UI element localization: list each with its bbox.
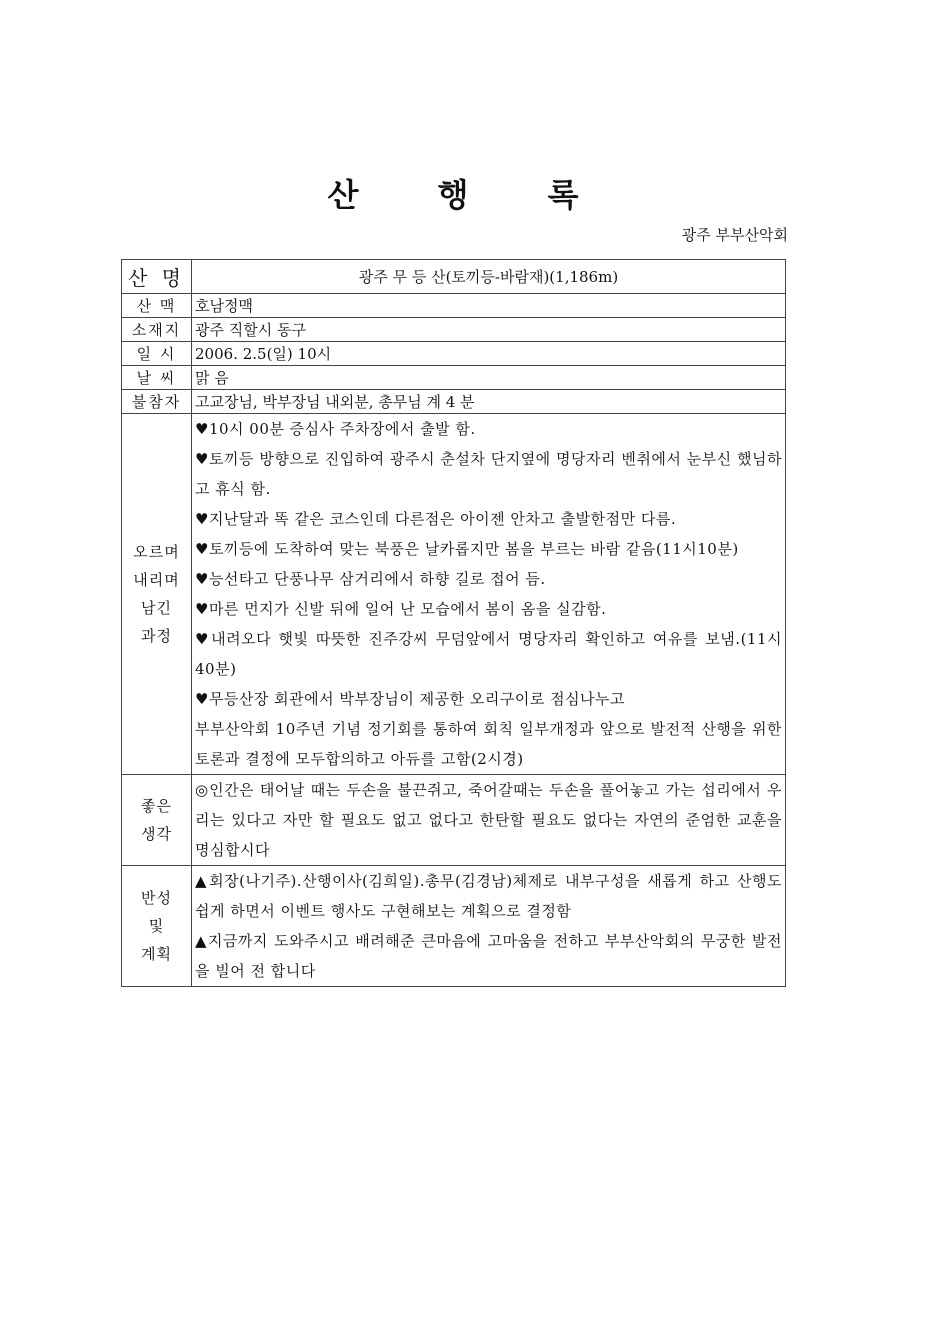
process-item: ♥무등산장 회관에서 박부장님이 제공한 오리구이로 점심나누고 [195, 690, 626, 708]
row-process [122, 414, 786, 775]
label-location: 소재지 [122, 318, 192, 342]
label-thoughts: 좋은 생각 [122, 775, 192, 866]
label-range: 산 맥 [122, 294, 192, 318]
label-reflection: 반성 및 계획 [122, 866, 192, 987]
organization-name: 광주 부부산악회 [681, 226, 788, 244]
row-date [122, 342, 786, 366]
value-mountain: 광주 무 등 산(토끼등-바람재)(1,186m) [192, 260, 786, 294]
process-item: ♥10시 00분 증심사 주차장에서 출발 함. [195, 420, 476, 438]
value-range: 호남정맥 [192, 294, 786, 318]
document-title: 산 행 록 [327, 176, 613, 214]
row-range [122, 294, 786, 318]
reflection-item: ▲지금까지 도와주시고 배려해준 큰마음에 고마움을 전하고 부부산악회의 무궁한 발전을 빌어 전 합니다 [195, 932, 782, 980]
row-location [122, 318, 786, 342]
value-thoughts: ◎인간은 태어날 때는 두손을 불끈쥐고, 죽어갈때는 두손을 풀어놓고 가는 섭리에서 우리는 있다고 자만 할 필요도 없고 없다고 한탄할 필요도 없다는 자연의 준엄한 교훈을 명심합시다 [192, 775, 786, 866]
process-item: ♥능선타고 단풍나무 삼거리에서 하향 길로 접어 듬. [195, 570, 546, 588]
process-item: ♥마른 먼지가 신발 뒤에 일어 난 모습에서 봄이 옴을 실감함. [195, 600, 607, 618]
value-process [192, 414, 786, 775]
row-mountain [122, 260, 786, 294]
process-item: ♥토끼등에 도착하여 맞는 북풍은 날카롭지만 봄을 부르는 바람 같음(11시10분) [195, 540, 739, 558]
value-location: 광주 직할시 동구 [192, 318, 786, 342]
row-weather [122, 366, 786, 390]
hiking-log-table [121, 259, 786, 987]
value-date: 2006. 2.5(일) 10시 [192, 342, 786, 366]
process-item: ♥지난달과 똑 같은 코스인데 다른점은 아이젠 안차고 출발한점만 다름. [195, 510, 677, 528]
label-process: 오르며 내리며 남긴 과정 [122, 414, 192, 775]
value-absent: 고교장님, 박부장님 내외분, 총무님 계 4 분 [192, 390, 786, 414]
process-item: ♥내려오다 햇빛 따뜻한 진주강씨 무덤앞에서 명당자리 확인하고 여유를 보냄.(11시40분) [195, 630, 782, 678]
value-weather: 맑 음 [192, 366, 786, 390]
label-date: 일 시 [122, 342, 192, 366]
value-reflection [192, 866, 786, 987]
reflection-item: ▲회장(나기주).산행이사(김희일).총무(김경남)체제로 내부구성을 새롭게 하고 산행도 쉽게 하면서 이벤트 행사도 구현해보는 계획으로 결정함 [195, 872, 782, 920]
process-item: ♥토끼등 방향으로 진입하여 광주시 춘설차 단지옆에 명당자리 벤취에서 눈부신 했님하고 휴식 함. [195, 450, 782, 498]
label-weather: 날 씨 [122, 366, 192, 390]
row-thoughts [122, 775, 786, 866]
row-reflection [122, 866, 786, 987]
process-item: 부부산악회 10주년 기념 정기회를 통하여 회칙 일부개정과 앞으로 발전적 산행을 위한 토론과 결정에 모두합의하고 아듀를 고함(2시경) [195, 720, 782, 768]
label-mountain: 산 명 [122, 260, 192, 294]
label-absent: 불참자 [122, 390, 192, 414]
row-absent [122, 390, 786, 414]
